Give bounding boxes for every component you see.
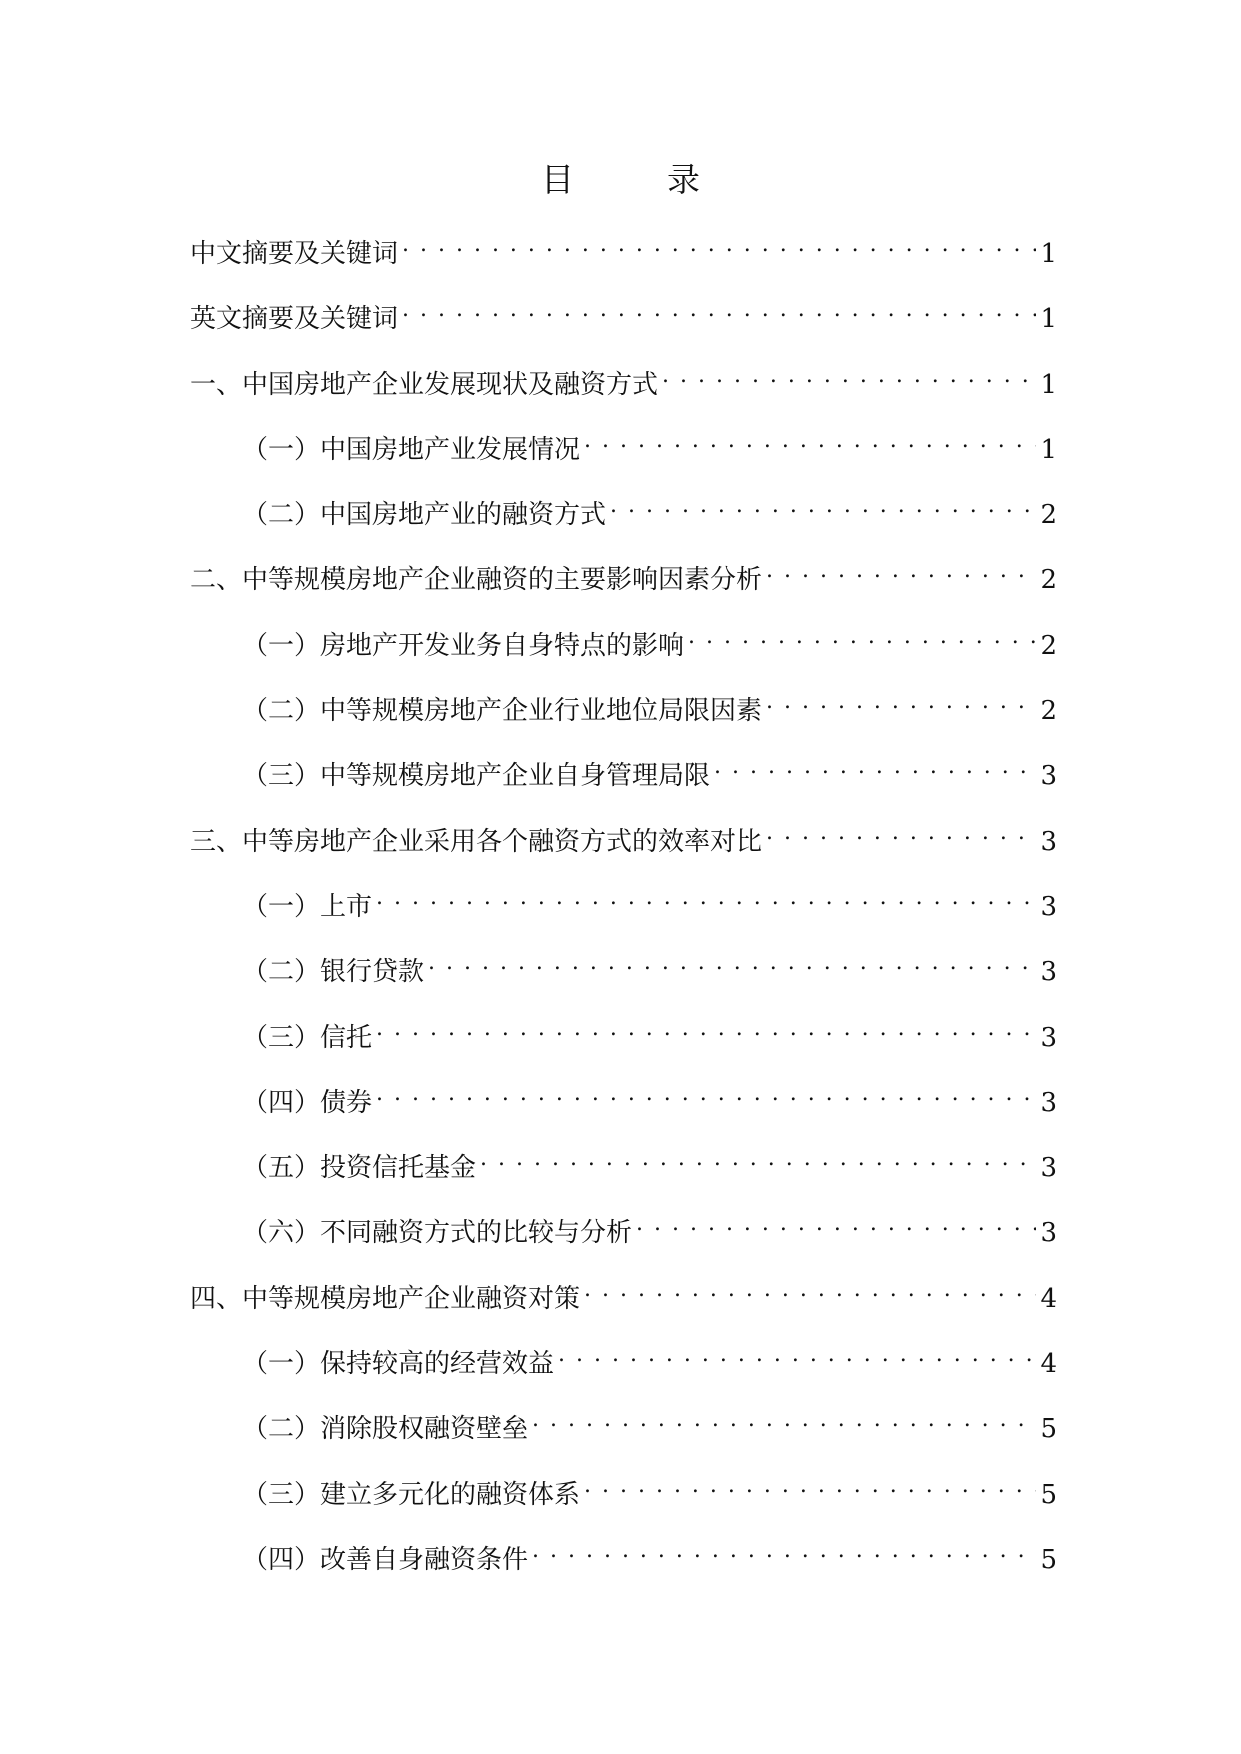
toc-entry[interactable] — [190, 424, 1057, 489]
toc-dot-leader — [532, 1403, 1036, 1437]
toc-entry[interactable] — [190, 1207, 1057, 1272]
toc-dot-leader — [584, 424, 1036, 458]
toc-page-number: 3 — [1040, 891, 1057, 922]
toc-entry[interactable] — [190, 946, 1057, 1011]
toc-entry-text: （一）上市 — [242, 891, 373, 922]
toc-dot-leader — [662, 359, 1036, 393]
toc-entry-text: 英文摘要及关键词 — [190, 304, 399, 335]
toc-entry[interactable] — [190, 685, 1057, 750]
toc-entry-text: （四）债券 — [242, 1087, 373, 1118]
toc-entry[interactable] — [190, 554, 1057, 619]
toc-title: 目 录 — [541, 160, 730, 199]
toc-list — [190, 228, 1057, 1599]
toc-entry[interactable] — [190, 1142, 1057, 1207]
toc-page-number: 3 — [1040, 1153, 1057, 1184]
toc-dot-leader — [714, 750, 1036, 784]
toc-page-number: 3 — [1040, 761, 1057, 792]
toc-page-number: 4 — [1040, 1349, 1057, 1380]
toc-entry-text: 一、中国房地产企业发展现状及融资方式 — [190, 369, 659, 400]
toc-page-number: 1 — [1040, 434, 1057, 465]
toc-entry[interactable] — [190, 293, 1057, 358]
toc-entry-text: （六）不同融资方式的比较与分析 — [242, 1218, 633, 1249]
toc-dot-leader — [428, 946, 1036, 980]
toc-dot-leader — [480, 1142, 1036, 1176]
toc-dot-leader — [558, 1338, 1036, 1372]
toc-entry-text: （一）保持较高的经营效益 — [242, 1349, 555, 1380]
toc-entry-text: （二）消除股权融资壁垒 — [242, 1414, 529, 1445]
toc-entry-text: （三）中等规模房地产企业自身管理局限 — [242, 761, 711, 792]
toc-page-number: 1 — [1040, 239, 1057, 269]
toc-page-number: 5 — [1040, 1414, 1057, 1445]
toc-dot-leader — [376, 881, 1036, 915]
toc-entry-text: （四）改善自身融资条件 — [242, 1544, 529, 1575]
toc-entry[interactable] — [190, 1403, 1057, 1468]
toc-entry[interactable] — [190, 1077, 1057, 1142]
toc-entry-text: （一）中国房地产业发展情况 — [242, 434, 581, 465]
toc-entry[interactable] — [190, 1012, 1057, 1077]
toc-page-number: 1 — [1040, 369, 1057, 400]
toc-entry-text: （二）银行贷款 — [242, 957, 425, 988]
toc-entry-text: 三、中等房地产企业采用各个融资方式的效率对比 — [190, 826, 763, 857]
toc-page-number: 3 — [1040, 1087, 1057, 1118]
toc-entry[interactable] — [190, 489, 1057, 554]
toc-dot-leader — [402, 293, 1036, 327]
toc-page-number: 3 — [1040, 957, 1057, 988]
toc-dot-leader — [584, 1273, 1036, 1307]
toc-page-number: 2 — [1040, 696, 1057, 727]
toc-entry[interactable] — [190, 1534, 1057, 1599]
toc-entry[interactable] — [190, 228, 1057, 293]
toc-dot-leader — [610, 489, 1036, 523]
toc-page-number: 1 — [1040, 304, 1057, 335]
toc-dot-leader — [766, 816, 1036, 850]
toc-dot-leader — [402, 228, 1036, 262]
toc-dot-leader — [584, 1469, 1036, 1503]
toc-dot-leader — [376, 1012, 1036, 1046]
toc-page-number: 5 — [1040, 1479, 1057, 1510]
toc-page-number: 3 — [1040, 1218, 1057, 1249]
toc-page-number: 2 — [1040, 500, 1057, 531]
toc-page-number: 3 — [1040, 1022, 1057, 1053]
toc-entry[interactable] — [190, 620, 1057, 685]
toc-dot-leader — [766, 685, 1036, 719]
toc-entry-text: 中文摘要及关键词 — [190, 239, 399, 269]
toc-entry[interactable] — [190, 750, 1057, 815]
toc-dot-leader — [532, 1534, 1036, 1568]
toc-dot-leader — [688, 620, 1036, 654]
toc-page-number: 4 — [1040, 1283, 1057, 1314]
toc-entry-text: （二）中等规模房地产企业行业地位局限因素 — [242, 696, 763, 727]
toc-entry[interactable] — [190, 1338, 1057, 1403]
toc-page-number: 3 — [1040, 826, 1057, 857]
toc-entry-text: （三）信托 — [242, 1022, 373, 1053]
toc-entry[interactable] — [190, 816, 1057, 881]
toc-entry-text: （一）房地产开发业务自身特点的影响 — [242, 630, 685, 661]
toc-entry-text: （二）中国房地产业的融资方式 — [242, 500, 607, 531]
toc-entry-text: （五）投资信托基金 — [242, 1153, 477, 1184]
toc-entry-text: 四、中等规模房地产企业融资对策 — [190, 1283, 581, 1314]
toc-entry-text: 二、中等规模房地产企业融资的主要影响因素分析 — [190, 565, 763, 596]
toc-entry[interactable] — [190, 1469, 1057, 1534]
toc-dot-leader — [376, 1077, 1036, 1111]
toc-dot-leader — [766, 554, 1036, 588]
toc-page-number: 2 — [1040, 565, 1057, 596]
toc-entry-text: （三）建立多元化的融资体系 — [242, 1479, 581, 1510]
toc-page-number: 2 — [1040, 630, 1057, 661]
toc-entry[interactable] — [190, 881, 1057, 946]
toc-entry[interactable] — [190, 1273, 1057, 1338]
toc-entry[interactable] — [190, 359, 1057, 424]
toc-dot-leader — [636, 1207, 1036, 1241]
toc-page-number: 5 — [1040, 1544, 1057, 1575]
